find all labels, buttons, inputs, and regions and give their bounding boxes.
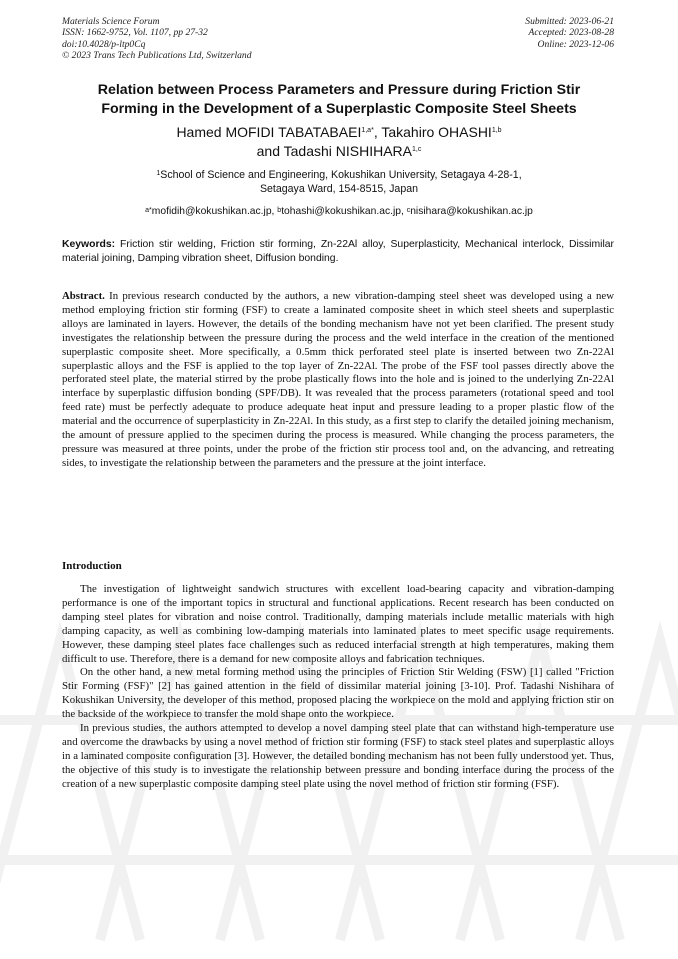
author-name: Hamed MOFIDI TABATABAEI	[176, 124, 362, 140]
online-date: Online: 2023-12-06	[537, 38, 614, 50]
paragraph: On the other hand, a new metal forming method using the principles of Friction Stir Welding (FSW) [1] called "Friction Stir Forming (FSF)" [2] has gained attention in the field of dissimilar material joining [3-10]. Prof. Tadashi Nishihara of Kokushikan University, the developer of this method, proposed placing the workpiece on the mold and applying friction stir on the backside of the workpiece to transfer the mold shape onto the workpiece.	[62, 666, 614, 721]
journal-issn: ISSN: 1662-9752, Vol. 1107, pp 27-32	[62, 27, 208, 39]
email-link[interactable]: mofidih@kokushikan.ac.jp,	[151, 206, 278, 217]
submitted-date: Submitted: 2023-06-21	[525, 16, 614, 27]
section-heading: Introduction	[62, 560, 122, 572]
abstract-label: Abstract.	[62, 290, 105, 302]
author-affil-mark: 1,a*	[361, 127, 374, 134]
keywords-text: Friction stir welding, Friction stir forming, Zn-22Al alloy, Superplasticity, Mechanical interlock, Dissimilar material joining, Damping vibration sheet, Diffusion bonding.	[62, 239, 614, 264]
author-affil-mark: 1,b	[491, 127, 502, 134]
keywords-label: Keywords:	[62, 239, 116, 250]
journal-info	[62, 16, 252, 62]
abstract-text: In previous research conducted by the authors, a new vibration-damping steel sheet was developed using a new method employing friction stir forming (FSF) to create a laminated composite sheet in which steel sheets and superplastic alloys are laminated in layers. However, the details of the bonding mechanism have not yet been clarified. The present study investigates the relationship between the pressure during the process and the weld interface in the creation of the mentioned superplastic composite sheet. More specifically, a 0.5mm thick perforated steel plate is inserted between two Zn-22Al superplastic alloys and the FSF is applied to the top layer of Zn-22Al. The probe of the FSF tool passes directly above the perforated steel plate, the material stirred by the probe plastically flows into the hole and is joined to the underlying Zn-22Al interface by superplastic diffusion bonding (SPF/DB). It was revealed that the process parameters (rotational speed and tool feed rate) must be perfectly adequate to produce adequate heat input and pressure leading to a proper plastic flow of the material and the occurrence of superplasticity in Zn-22Al. In this study, as a first step to clarify the detailed joining mechanism, the amount of pressure applied to the specimen during the process is measured. While changing the process parameters, the pressure was measured at three points, under the probe of the friction stir process tool and, on the advancing, and retreating sides, to investigate the relationship between the parameters and the pressure at the joint interface.	[62, 290, 614, 469]
keywords	[62, 238, 614, 266]
email-link[interactable]: nisihara@kokushikan.ac.jp	[410, 206, 533, 217]
journal-name: Materials Science Forum	[62, 16, 160, 27]
email-link[interactable]: tohashi@kokushikan.ac.jp,	[281, 206, 407, 217]
author-name: Tadashi NISHIHARA	[283, 142, 413, 159]
author-emails: $^{a*}$mofidih@kokushikan.ac.jp, $^b$tohashi@kokushikan.ac.jp, $^c$nisihara@kokushikan.ac.jp	[145, 206, 533, 217]
paragraph: The investigation of lightweight sandwich structures with excellent load-bearing capacity and vibration-damping performance is one of the important topics in structural and functional applications. Recent research has been conducted on damping steel plates for vibration and noise control. Traditionally, damping materials include metallic materials with high damping capacity, as well as combining low-damping materials into laminated plates to meet specific usage requirements. However, these damping steel plates face challenges such as reduced interfacial strength at high temperatures, making them difficult to use. Therefore, there is a demand for new composite alloys and fabrication techniques.	[62, 583, 614, 665]
abstract	[62, 290, 614, 471]
author-affil-mark: 1,c	[412, 145, 422, 153]
journal-copyright: © 2023 Trans Tech Publications Ltd, Switzerland	[62, 50, 252, 62]
affiliation: $^1$School of Science and Engineering, Kokushikan University, Setagaya 4-28-1, Setagaya Ward, 154-8515, Japan	[156, 169, 522, 195]
paper-title-line: Forming in the Development of a Superplastic Composite Steel Sheets	[101, 100, 577, 117]
accepted-date: Accepted: 2023-08-28	[528, 27, 614, 39]
author-list: Hamed MOFIDI $TABATABAEI^{1,a*}$, Takahiro OHASHI$^{1,b}$ and Tadashi NISHIHARA$^{1,c}$	[176, 124, 502, 159]
paper-title-line: Relation between Process Parameters and Pressure during Friction Stir	[97, 82, 581, 98]
submission-dates	[525, 16, 614, 50]
author-name: Takahiro OHASHI	[381, 124, 492, 140]
paragraph: In previous studies, the authors attempted to develop a novel damping steel plate that can withstand high-temperature use and overcome the drawbacks by using a novel method of friction stir forming (FSF) to stack steel plates and superplastic alloys in a laminated composite configuration [3]. However, the detailed bonding mechanism has not been fully understood yet. Thus, the objective of this study is to investigate the relationship between pressure and bonding interface during the process of the creation of a new superplastic composite damping steel plate using the novel method of friction stir forming (FSF).	[62, 722, 614, 790]
journal-doi[interactable]: doi:10.4028/p-ltp0Cq	[62, 38, 146, 50]
paper-title	[40, 81, 638, 118]
introduction-body	[62, 583, 614, 792]
